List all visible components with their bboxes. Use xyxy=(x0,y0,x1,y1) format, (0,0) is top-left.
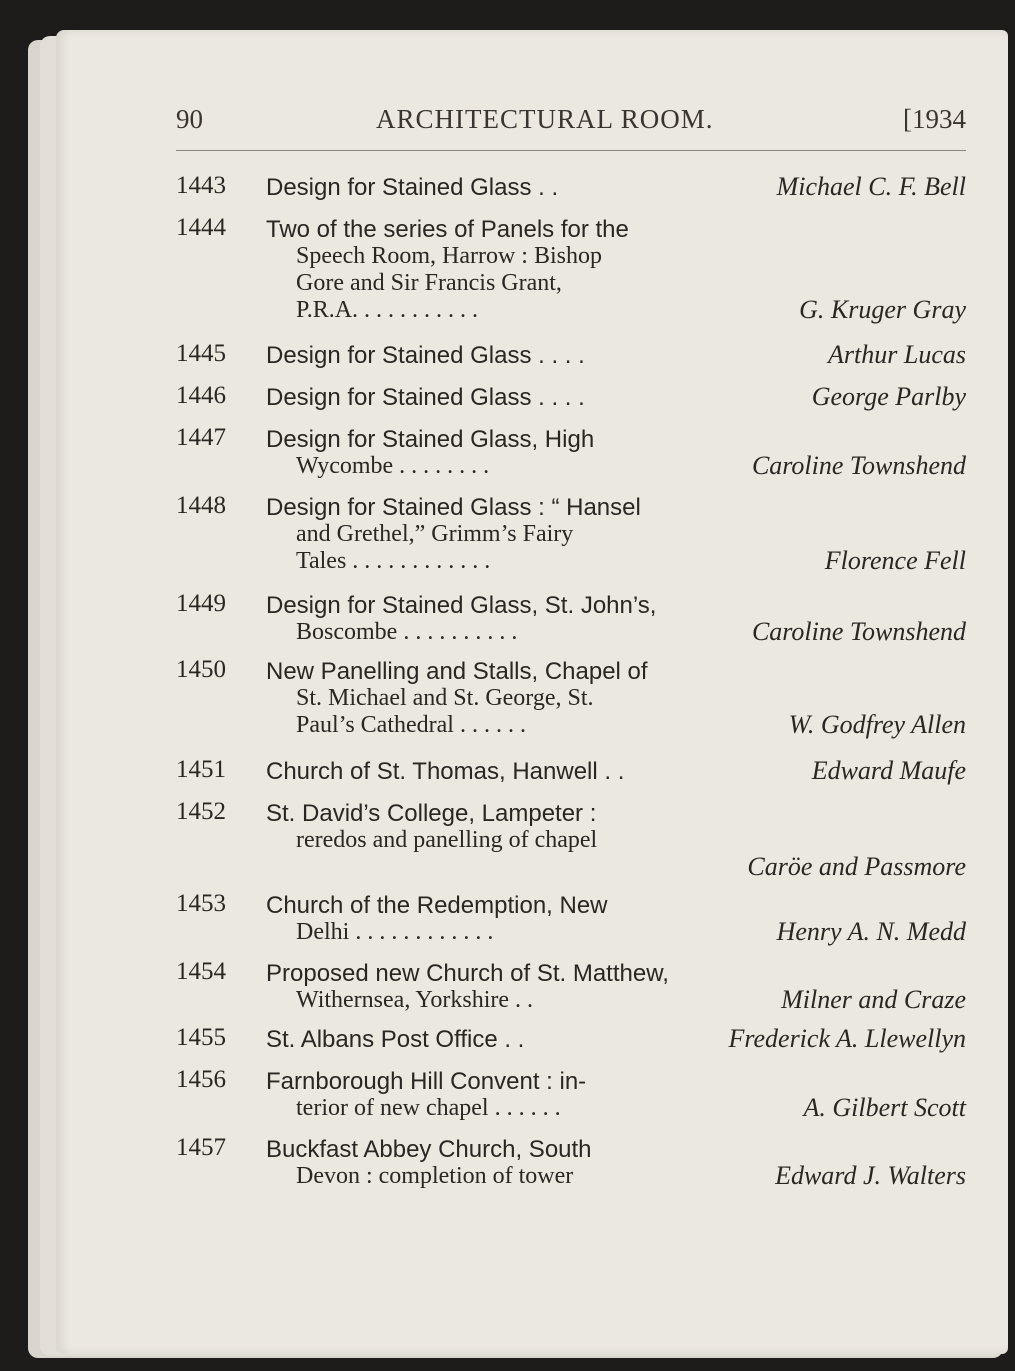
entry-title-line: New Panelling and Stalls, Chapel of xyxy=(266,658,648,685)
running-title: ARCHITECTURAL ROOM. xyxy=(376,104,714,134)
entry-title-line: Withernsea, Yorkshire . . xyxy=(296,987,533,1013)
entry-title xyxy=(266,758,776,785)
entry-title-line: Wycombe . . . . . . . . xyxy=(296,453,490,479)
entry-title-line: P.R.A. . . . . . . . . . . xyxy=(296,297,479,323)
entry-title xyxy=(266,1068,776,1122)
entry-title-line: Design for Stained Glass . . . . xyxy=(266,384,585,411)
year-label: [1934 xyxy=(903,104,966,134)
entry-title-line: St. Albans Post Office . . xyxy=(266,1026,525,1053)
entry-number: 1445 xyxy=(176,340,226,367)
entry-author: Caroline Townshend xyxy=(751,617,966,646)
entry-title xyxy=(266,658,776,739)
entry-author: Frederick A. Llewellyn xyxy=(728,1024,966,1053)
entry-title xyxy=(266,494,776,575)
entry-title-line: Buckfast Abbey Church, South xyxy=(266,1136,592,1163)
entry-title-line: Devon : completion of tower xyxy=(296,1163,574,1189)
entry-number: 1455 xyxy=(176,1024,226,1051)
entry-title-line: Paul’s Cathedral . . . . . . xyxy=(296,712,526,738)
entry-title-line: Design for Stained Glass, High xyxy=(266,426,595,453)
entry-number: 1453 xyxy=(176,890,226,917)
entry-title xyxy=(266,426,776,480)
entry-number: 1448 xyxy=(176,492,226,519)
entry-title xyxy=(266,342,776,369)
entry-title xyxy=(266,174,776,201)
page-header xyxy=(176,104,966,144)
entry-title-line: Design for Stained Glass . . . . xyxy=(266,342,585,369)
entry-title-line: and Grethel,” Grimm’s Fairy xyxy=(296,521,574,547)
entry-number: 1454 xyxy=(176,958,226,985)
entry-title-line: Church of St. Thomas, Hanwell . . xyxy=(266,758,625,785)
entry-author: G. Kruger Gray xyxy=(799,295,966,324)
entry-number: 1456 xyxy=(176,1066,226,1093)
entry-number: 1447 xyxy=(176,424,226,451)
entry-title xyxy=(266,800,776,854)
entry-title-line: Design for Stained Glass : “ Hansel xyxy=(266,494,641,521)
entry-number: 1444 xyxy=(176,214,226,241)
entry-title-line: Design for Stained Glass . . xyxy=(266,174,559,201)
header-rule xyxy=(176,150,966,151)
entry-author: Milner and Craze xyxy=(781,985,966,1014)
entry-title-line: terior of new chapel . . . . . . xyxy=(296,1095,561,1121)
entry-number: 1450 xyxy=(176,656,226,683)
entry-title-line: Two of the series of Panels for the xyxy=(266,216,629,243)
entry-title xyxy=(266,592,776,646)
entry-title xyxy=(266,1136,776,1190)
entry-author: Caroline Townshend xyxy=(751,451,966,480)
entry-author: Florence Fell xyxy=(824,546,966,575)
entry-author: Arthur Lucas xyxy=(828,340,966,369)
entry-title xyxy=(266,892,776,946)
entry-author: George Parlby xyxy=(811,382,966,411)
entry-author: Edward Maufe xyxy=(811,756,966,785)
catalogue-entries xyxy=(176,172,966,1212)
entry-author: W. Godfrey Allen xyxy=(788,710,966,739)
entry-title-line: Church of the Redemption, New xyxy=(266,892,608,919)
entry-title-line: Design for Stained Glass, St. John’s, xyxy=(266,592,657,619)
entry-title xyxy=(266,960,776,1014)
entry-number: 1449 xyxy=(176,590,226,617)
entry-title xyxy=(266,216,776,324)
entry-author: Henry A. N. Medd xyxy=(776,917,966,946)
entry-title-line: Boscombe . . . . . . . . . . xyxy=(296,619,518,645)
entry-number: 1452 xyxy=(176,798,226,825)
entry-number: 1443 xyxy=(176,172,226,199)
entry-title-line: Gore and Sir Francis Grant, xyxy=(296,270,562,296)
entry-title-line: reredos and panelling of chapel xyxy=(296,827,598,853)
entry-title-line: Tales . . . . . . . . . . . . xyxy=(296,548,491,574)
entry-title-line: Delhi . . . . . . . . . . . . xyxy=(296,919,494,945)
entry-title-line: Speech Room, Harrow : Bishop xyxy=(296,243,602,269)
entry-author: Caröe and Passmore xyxy=(747,852,966,881)
entry-title-line: St. David’s College, Lampeter : xyxy=(266,800,597,827)
entry-author: Michael C. F. Bell xyxy=(776,172,966,201)
entry-author: Edward J. Walters xyxy=(775,1161,966,1190)
entry-number: 1457 xyxy=(176,1134,226,1161)
entry-title-line: Proposed new Church of St. Matthew, xyxy=(266,960,669,987)
entry-title xyxy=(266,384,776,411)
entry-title-line: Farnborough Hill Convent : in- xyxy=(266,1068,587,1095)
entry-author: A. Gilbert Scott xyxy=(803,1093,966,1122)
entry-number: 1446 xyxy=(176,382,226,409)
entry-title-line: St. Michael and St. George, St. xyxy=(296,685,594,711)
entry-number: 1451 xyxy=(176,756,226,783)
page-number: 90 xyxy=(176,104,203,134)
entry-title xyxy=(266,1026,776,1053)
